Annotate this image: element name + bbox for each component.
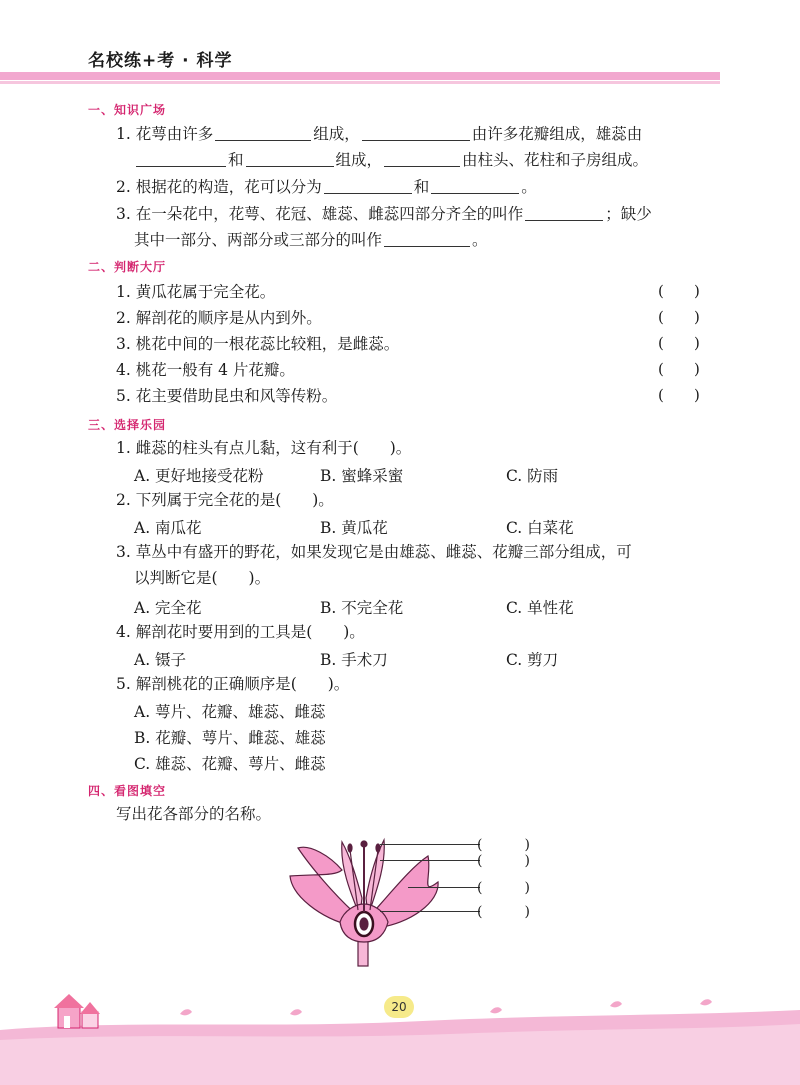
text: 由柱头、花柱和子房组成。	[462, 151, 649, 169]
choice-4-option-a[interactable]: A. 镊子	[134, 651, 187, 669]
text: 由许多花瓣组成，雄蕊由	[471, 125, 643, 143]
ovule	[360, 918, 368, 930]
section-title-3: 三、选择乐园	[88, 418, 167, 432]
fill-blank[interactable]	[362, 126, 470, 141]
choice-question-3-line1: 3. 草丛中有盛开的野花，如果发现它是由雄蕊、雌蕊、花瓣三部分组成，可	[116, 543, 632, 561]
sprout-icons	[180, 999, 712, 1015]
answer-paren-3[interactable]	[658, 334, 700, 352]
s1-question-3-line2	[134, 230, 488, 250]
paren-open: (	[658, 386, 664, 404]
choice-4-option-b[interactable]: B. 手术刀	[320, 651, 388, 669]
label-pointer-line-2	[380, 860, 480, 861]
answer-paren-5[interactable]	[658, 386, 700, 404]
answer-paren-1[interactable]	[658, 282, 700, 300]
label-pointer-line-1	[380, 844, 480, 845]
choice-question-1: 1. 雌蕊的柱头有点儿黏，这有利于( )。	[116, 439, 412, 457]
page-number: 20	[384, 996, 414, 1018]
text: 组成，	[313, 125, 360, 143]
fill-blank[interactable]	[431, 179, 519, 194]
paren-close: )	[694, 282, 700, 300]
text: 1. 花萼由许多	[116, 125, 214, 143]
label-instruction: 写出花各部分的名称。	[116, 805, 272, 823]
section-title-4: 四、看图填空	[88, 784, 167, 798]
choice-1-option-b[interactable]: B. 蜜蜂采蜜	[320, 467, 404, 485]
fill-blank[interactable]	[384, 152, 460, 167]
label-answer-3[interactable]: ( )	[477, 880, 530, 896]
header-bar-thin	[0, 81, 720, 84]
choice-question-4: 4. 解剖花时要用到的工具是( )。	[116, 623, 365, 641]
label-answer-4[interactable]: ( )	[477, 904, 530, 920]
section-title-2: 二、判断大厅	[88, 260, 167, 274]
text: 其中一部分、两部分或三部分的叫作	[134, 231, 383, 249]
paren-close: )	[694, 334, 700, 352]
anther	[376, 844, 380, 852]
text: 组成，	[335, 151, 383, 169]
answer-paren-2[interactable]	[658, 308, 700, 326]
judge-item-1: 1. 黄瓜花属于完全花。	[116, 283, 276, 301]
choice-3-option-b[interactable]: B. 不完全花	[320, 599, 404, 617]
choice-3-option-c[interactable]: C. 单性花	[506, 599, 574, 617]
fill-blank[interactable]	[525, 206, 603, 221]
s1-question-3-line1	[116, 204, 652, 224]
fill-blank[interactable]	[246, 152, 334, 167]
section-title-1: 一、知识广场	[88, 103, 167, 117]
header-bar	[0, 72, 720, 80]
choice-1-option-a[interactable]: A. 更好地接受花粉	[134, 467, 264, 485]
s1-question-2	[116, 177, 537, 197]
text: 2. 根据花的构造，花可以分为	[116, 178, 322, 196]
anther	[348, 844, 352, 852]
label-answer-2[interactable]: ( )	[477, 853, 530, 869]
paren-close: )	[694, 386, 700, 404]
stigma	[361, 841, 367, 847]
label-pointer-line-3	[408, 887, 480, 888]
judge-item-5: 5. 花主要借助昆虫和风等传粉。	[116, 387, 338, 405]
paren-open: (	[658, 334, 664, 352]
choice-question-3-line2: 以判断它是( )。	[134, 569, 271, 587]
paren-close: )	[694, 308, 700, 326]
paren-close: )	[694, 360, 700, 378]
fill-blank[interactable]	[324, 179, 412, 194]
choice-4-option-c[interactable]: C. 剪刀	[506, 651, 559, 669]
label-answer-1[interactable]: ( )	[477, 837, 530, 853]
choice-1-option-c[interactable]: C. 防雨	[506, 467, 559, 485]
text: 和	[228, 151, 244, 169]
choice-question-2: 2. 下列属于完全花的是( )。	[116, 491, 334, 509]
choice-2-option-c[interactable]: C. 白菜花	[506, 519, 574, 537]
page-header-title: 名校练+考 · 科学	[88, 51, 233, 71]
s1-question-1-line2	[134, 150, 648, 170]
fill-blank[interactable]	[384, 232, 470, 247]
fill-blank[interactable]	[136, 152, 226, 167]
text: ；缺少	[605, 205, 652, 223]
text: 。	[521, 178, 537, 196]
choice-5-option-c[interactable]: C. 雄蕊、花瓣、萼片、雌蕊	[134, 755, 326, 773]
judge-item-3: 3. 桃花中间的一根花蕊比较粗，是雌蕊。	[116, 335, 400, 353]
choice-3-option-a[interactable]: A. 完全花	[134, 599, 202, 617]
paren-open: (	[658, 282, 664, 300]
judge-item-2: 2. 解剖花的顺序是从内到外。	[116, 309, 322, 327]
text: 。	[472, 231, 488, 249]
choice-2-option-a[interactable]: A. 南瓜花	[134, 519, 202, 537]
paren-open: (	[658, 360, 664, 378]
choice-question-5: 5. 解剖桃花的正确顺序是( )。	[116, 675, 350, 693]
choice-2-option-b[interactable]: B. 黄瓜花	[320, 519, 388, 537]
fill-blank[interactable]	[215, 126, 311, 141]
flower-diagram	[280, 826, 450, 968]
choice-5-option-a[interactable]: A. 萼片、花瓣、雄蕊、雌蕊	[134, 703, 326, 721]
paren-open: (	[658, 308, 664, 326]
answer-paren-4[interactable]	[658, 360, 700, 378]
choice-5-option-b[interactable]: B. 花瓣、萼片、雌蕊、雄蕊	[134, 729, 326, 747]
text: 3. 在一朵花中，花萼、花冠、雄蕊、雌蕊四部分齐全的叫作	[116, 205, 524, 223]
text: 和	[413, 178, 430, 196]
judge-item-4: 4. 桃花一般有 4 片花瓣。	[116, 361, 295, 379]
label-pointer-line-4	[380, 911, 480, 912]
house-icon	[54, 994, 100, 1028]
s1-question-1-line1	[116, 124, 642, 144]
